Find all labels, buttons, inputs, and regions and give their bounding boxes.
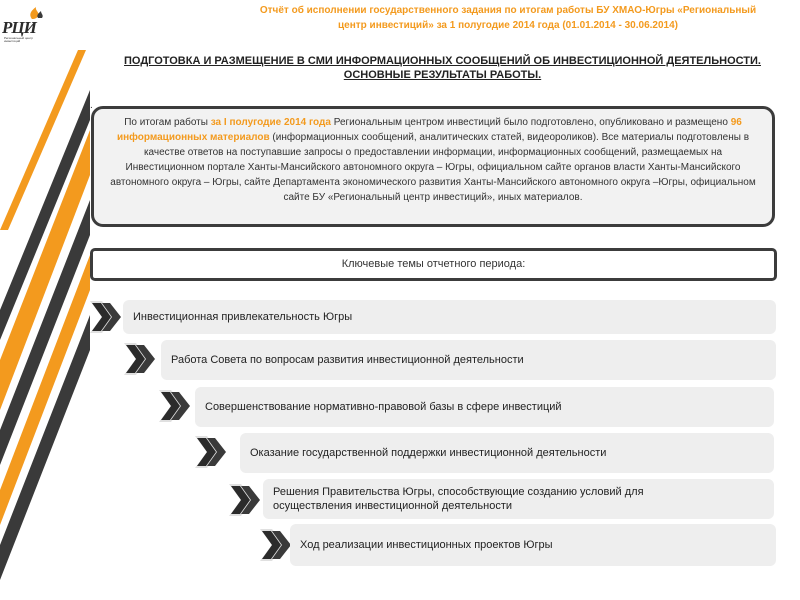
theme-item-5-label: Решения Правительства Югры, способствующие созданию условий для осуществления инвестиционной деятельности [273, 486, 644, 512]
summary-highlight-period: за I полугодие 2014 года [210, 117, 331, 128]
theme-item-5 [263, 479, 774, 519]
title-line-1: ПОДГОТОВКА И РАЗМЕЩЕНИЕ В СМИ ИНФОРМАЦИОННЫХ СООБЩЕНИЙ ОБ ИНВЕСТИЦИОННОЙ ДЕЯТЕЛЬНОСТИ. [124, 55, 761, 67]
themes-heading-box [90, 248, 777, 281]
theme-item-2 [161, 340, 776, 380]
theme-item-4-label: Оказание государственной поддержки инвестиционной деятельности [250, 447, 607, 459]
title-line-2: ОСНОВНЫЕ РЕЗУЛЬТАТЫ РАБОТЫ. [343, 69, 542, 81]
logo-caption: Региональный центр инвестиций [4, 36, 33, 43]
bullet-dot: . [90, 100, 93, 111]
theme-item-3 [195, 387, 774, 427]
chevron-right-icon [88, 300, 124, 334]
theme-item-2-label: Работа Совета по вопросам развития инвестиционной деятельности [171, 354, 524, 366]
chevron-right-icon [258, 528, 294, 562]
theme-item-1 [123, 300, 776, 334]
chevron-right-icon [157, 389, 193, 423]
theme-item-6-label: Ход реализации инвестиционных проектов Югры [300, 539, 553, 551]
theme-item-3-label: Совершенствование нормативно-правовой базы в сфере инвестиций [205, 401, 562, 413]
summary-box [91, 106, 775, 227]
header-line-1: Отчёт об исполнении государственного задания по итогам работы БУ ХМАО-Югры «Региональный [259, 5, 757, 16]
page-title [85, 54, 800, 82]
summary-highlight-count: 96 информационных материалов [116, 117, 742, 143]
summary-text-1: По итогам работы [124, 117, 211, 128]
theme-item-1-label: Инвестиционная привлекательность Югры [133, 311, 353, 323]
logo [2, 4, 46, 44]
theme-item-4 [240, 433, 774, 473]
chevron-right-icon [227, 483, 263, 517]
decorative-stripes [0, 0, 90, 600]
chevron-right-icon [193, 435, 229, 469]
summary-text-3: (информационных сообщений, аналитических статей, видеороликов). Все материалы подготовлены в качестве ответов на поступавшие запросы о предоставлении информации, информационных сообщений, размещаемых на Инвестиционном портале Ханты-Мансийского автономного округа – Югры, официальном сайте органов власти Ханты-Мансийского автономного округа – Югры, сайте Департамента экономического развития Ханты-Мансийского автономного округа –Югры, официальном сайте БУ «Региональный центр инвестиций», иных материалов. [110, 132, 756, 203]
report-header [228, 3, 788, 33]
summary-text-2: Региональным центром инвестиций было подготовлено, опубликовано и размещено [330, 117, 731, 128]
themes-heading: Ключевые темы отчетного периода: [341, 258, 526, 270]
logo-text: РЦИ [2, 18, 36, 37]
theme-item-6 [290, 524, 776, 566]
header-line-2: центр инвестиций» за 1 полугодие 2014 года (01.01.2014 - 30.06.2014) [338, 20, 678, 31]
chevron-right-icon [122, 342, 158, 376]
